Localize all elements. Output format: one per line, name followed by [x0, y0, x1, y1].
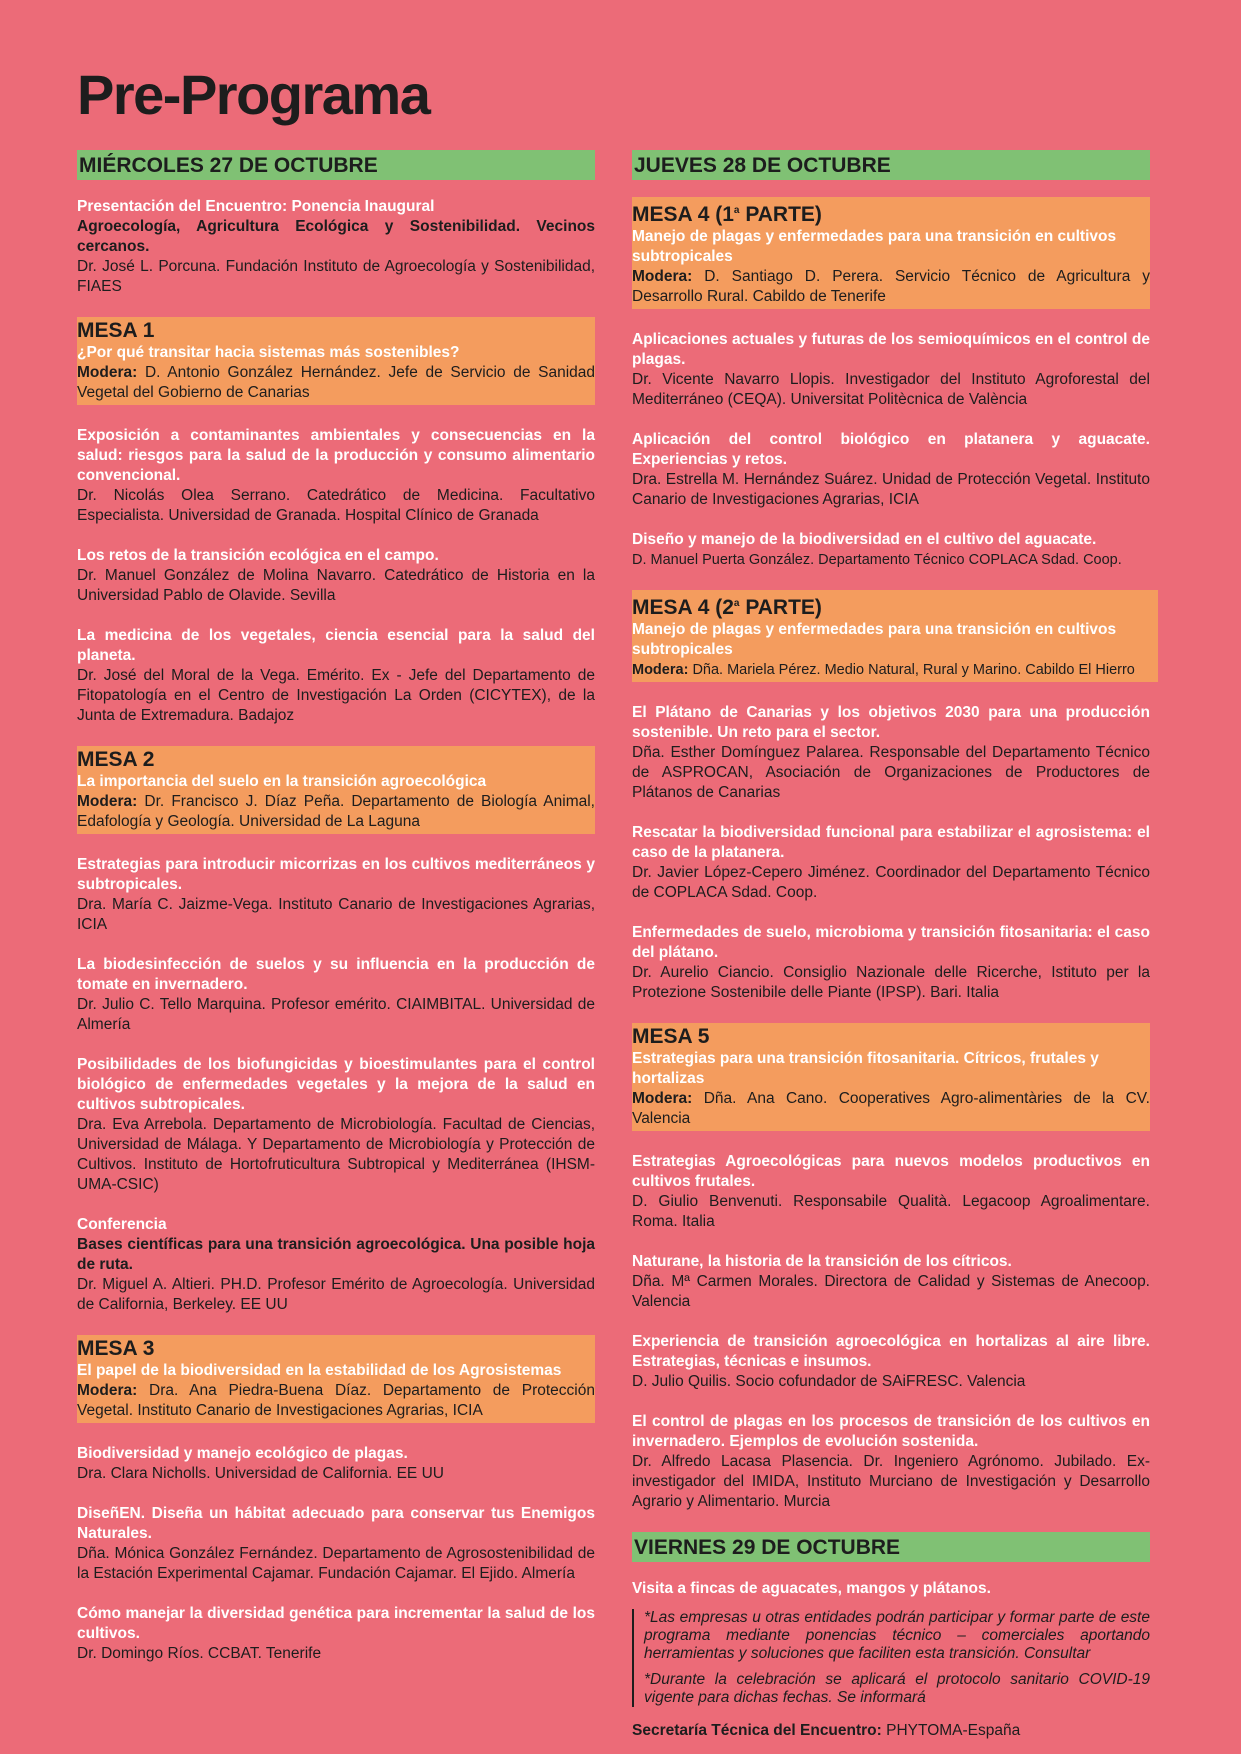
talk-title: La biodesinfección de suelos y su influencia en la producción de tomate en invernadero.	[77, 956, 595, 993]
talk	[632, 1152, 1150, 1232]
moderator-label: Modera:	[632, 662, 689, 678]
mesa-topic: Estrategias para una transición fitosanitaria. Cítricos, frutales y hortalizas	[632, 1050, 1099, 1087]
mesa-moderator	[77, 363, 595, 403]
talk-speaker: Dr. Domingo Ríos. CCBAT. Tenerife	[77, 1645, 322, 1662]
opening-session	[77, 197, 595, 297]
talk-title: Aplicación del control biológico en platanera y aguacate. Experiencias y retos.	[632, 431, 1150, 468]
conference-title: Bases científicas para una transición agroecológica. Una posible hoja de ruta.	[77, 1236, 595, 1273]
talk	[77, 1444, 595, 1484]
talk-title: Exposición a contaminantes ambientales y consecuencias en la salud: riesgos para la salud de la producción y consumo alimentario convencional.	[77, 427, 595, 484]
mesa-moderator	[632, 660, 1158, 680]
talk-speaker: Dr. Manuel González de Molina Navarro. Catedrático de Historia en la Universidad Pablo de Olavide. Sevilla	[77, 567, 595, 604]
mesa-3-block	[77, 1335, 595, 1423]
right-column	[632, 150, 1150, 1741]
moderator-label: Modera:	[632, 268, 693, 285]
talk-title: DiseñEN. Diseña un hábitat adecuado para conservar tus Enemigos Naturales.	[77, 1505, 595, 1542]
day-header-friday: VIERNES 29 DE OCTUBRE	[632, 1532, 1150, 1562]
talk	[77, 1504, 595, 1584]
talk-speaker: Dra. Estrella M. Hernández Suárez. Unidad de Protección Vegetal. Instituto Canario de Investigaciones Agrarias, ICIA	[632, 471, 1150, 508]
talk-title: Cómo manejar la diversidad genética para incrementar la salud de los cultivos.	[77, 1605, 595, 1642]
moderator-label: Modera:	[77, 793, 138, 810]
talk	[632, 530, 1150, 570]
talk-speaker: D. Giulio Benvenuti. Responsabile Qualità. Legacoop Agroalimentare. Roma. Italia	[632, 1193, 1150, 1230]
talk	[632, 330, 1150, 410]
talk	[77, 1604, 595, 1664]
mesa-topic: Manejo de plagas y enfermedades para una transición en cultivos subtropicales	[632, 228, 1117, 265]
talk-title: Experiencia de transición agroecológica en hortalizas al aire libre. Estrategias, técnicas e insumos.	[632, 1333, 1150, 1370]
talk-speaker: Dña. Esther Domínguez Palarea. Responsable del Departamento Técnico de ASPROCAN, Asociación de Organizaciones de Productores de Plátanos de Canarias	[632, 744, 1150, 801]
moderator-label: Modera:	[632, 1090, 693, 1107]
note: *Durante la celebración se aplicará el protocolo sanitario COVID-19 vigente para dichas fechas. Se informará	[644, 1671, 1150, 1706]
mesa-title-text: MESA 4 (1	[632, 203, 734, 226]
secretariat-name: PHYTOMA-España	[886, 1722, 1021, 1739]
mesa-title: MESA 5	[632, 1025, 710, 1048]
talk-speaker: Dr. Aurelio Ciancio. Consiglio Nazionale delle Ricerche, Istituto per la Protezione Sostenibile delle Piante (IPSP). Bari. Italia	[632, 964, 1150, 1001]
talk	[632, 1252, 1150, 1312]
mesa-title	[632, 592, 1158, 620]
talk-speaker: Dr. Julio C. Tello Marquina. Profesor emérito. CIAIMBITAL. Universidad de Almería	[77, 996, 595, 1033]
conference-label: Conferencia	[77, 1216, 167, 1233]
mesa-4-part-2-block	[632, 590, 1158, 682]
mesa-moderator	[632, 1089, 1150, 1129]
note: *Las empresas u otras entidades podrán participar y formar parte de este programa mediante ponencias técnico – comerciales aportando herramientas y soluciones que faciliten esta transición. Consultar	[644, 1609, 1150, 1662]
day-header-thursday: JUEVES 28 DE OCTUBRE	[632, 150, 1150, 180]
talk-speaker: Dr. José L. Porcuna. Fundación Instituto de Agroecología y Sostenibilidad, FIAES	[77, 258, 595, 295]
moderator-name: Dña. Ana Cano. Cooperatives Agro-alimentàries de la CV. Valencia	[632, 1090, 1150, 1127]
talk	[632, 1412, 1150, 1512]
talk	[632, 1332, 1150, 1392]
talk-speaker: Dra. Clara Nicholls. Universidad de California. EE UU	[77, 1465, 444, 1482]
talk-title: Enfermedades de suelo, microbioma y transición fitosanitaria: el caso del plátano.	[632, 924, 1150, 961]
moderator-name: Dr. Francisco J. Díaz Peña. Departamento de Biología Animal, Edafología y Geología. Universidad de La Laguna	[77, 793, 595, 830]
secretariat-label: Secretaría Técnica del Encuentro:	[632, 1722, 882, 1739]
mesa-title-ordinal: a	[733, 205, 740, 216]
talk-title: El control de plagas en los procesos de transición de los cultivos en invernadero. Ejemplos de evolución sostenida.	[632, 1413, 1150, 1450]
talk	[77, 626, 595, 726]
talk-speaker: Dr. Alfredo Lacasa Plasencia. Dr. Ingeniero Agrónomo. Jubilado. Ex-investigador del IMIDA, Instituto Murciano de Investigación y Desarrollo Agrario y Alimentario. Murcia	[632, 1453, 1150, 1510]
mesa-title-suffix: PARTE)	[739, 596, 822, 619]
talk-title: Diseño y manejo de la biodiversidad en el cultivo del aguacate.	[632, 531, 1097, 548]
talk	[77, 855, 595, 935]
day-header-wednesday: MIÉRCOLES 27 DE OCTUBRE	[77, 150, 595, 180]
talk-speaker: Dra. María C. Jaizme-Vega. Instituto Canario de Investigaciones Agrarias, ICIA	[77, 896, 595, 933]
talk	[632, 923, 1150, 1003]
talk-title: El Plátano de Canarias y los objetivos 2030 para una producción sostenible. Un reto para el sector.	[632, 704, 1150, 741]
moderator-name: Dña. Mariela Pérez. Medio Natural, Rural y Marino. Cabildo El Hierro	[692, 662, 1135, 678]
mesa-topic: El papel de la biodiversidad en la estabilidad de los Agrosistemas	[77, 1362, 562, 1379]
mesa-title-text: MESA 4 (2	[632, 596, 734, 619]
talk	[632, 430, 1150, 510]
mesa-topic: ¿Por qué transitar hacia sistemas más sostenibles?	[77, 344, 460, 361]
moderator-label: Modera:	[77, 1382, 138, 1399]
mesa-title: MESA 1	[77, 319, 155, 342]
mesa-title: MESA 3	[77, 1337, 155, 1360]
talk-speaker: Dr. Miguel A. Altieri. PH.D. Profesor Emérito de Agroecología. Universidad de California, Berkeley. EE UU	[77, 1276, 595, 1313]
talk	[632, 823, 1150, 903]
mesa-moderator	[77, 1381, 595, 1421]
talk-title: Biodiversidad y manejo ecológico de plagas.	[77, 1445, 408, 1462]
talk-speaker: Dr. José del Moral de la Vega. Emérito. Ex - Jefe del Departamento de Fitopatología en el Centro de Investigación La Orden (CICYTEX), de la Junta de Extremadura. Badajoz	[77, 667, 595, 724]
talk-speaker: D. Julio Quilis. Socio cofundador de SAiFRESC. Valencia	[632, 1373, 1026, 1390]
talk-speaker: Dña. Mª Carmen Morales. Directora de Calidad y Sistemas de Anecoop. Valencia	[632, 1273, 1150, 1310]
talk	[77, 955, 595, 1035]
mesa-title: MESA 2	[77, 748, 155, 771]
talk-speaker: Dr. Javier López-Cepero Jiménez. Coordinador del Departamento Técnico de COPLACA Sdad. Coop.	[632, 864, 1150, 901]
talk	[632, 703, 1150, 803]
talk-title: Los retos de la transición ecológica en el campo.	[77, 547, 439, 564]
mesa-moderator	[77, 792, 595, 832]
talk-subtitle: Agroecología, Agricultura Ecológica y Sostenibilidad. Vecinos cercanos.	[77, 218, 595, 255]
mesa-topic: Manejo de plagas y enfermedades para una transición en cultivos subtropicales	[632, 621, 1117, 658]
mesa-5-block	[632, 1023, 1150, 1131]
talk	[77, 426, 595, 526]
visit-text: Visita a fincas de aguacates, mangos y plátanos.	[632, 1580, 991, 1597]
talk-title: La medicina de los vegetales, ciencia esencial para la salud del planeta.	[77, 627, 595, 664]
talk-speaker: D. Manuel Puerta González. Departamento Técnico COPLACA Sdad. Coop.	[632, 552, 1122, 568]
conference	[77, 1215, 595, 1315]
talk-title: Estrategias Agroecológicas para nuevos modelos productivos en cultivos frutales.	[632, 1153, 1150, 1190]
mesa-title	[632, 199, 1150, 227]
talk-title: Posibilidades de los biofungicidas y bioestimulantes para el control biológico de enfermedades vegetales y la mejora de la salud en cultivos subtropicales.	[77, 1056, 595, 1113]
talk	[77, 546, 595, 606]
moderator-label: Modera:	[77, 364, 138, 381]
talk-speaker: Dr. Nicolás Olea Serrano. Catedrático de Medicina. Facultativo Especialista. Universidad de Granada. Hospital Clínico de Granada	[77, 487, 595, 524]
moderator-name: D. Santiago D. Perera. Servicio Técnico de Agricultura y Desarrollo Rural. Cabildo de Tenerife	[632, 268, 1150, 305]
moderator-name: D. Antonio González Hernández. Jefe de Servicio de Sanidad Vegetal del Gobierno de Canarias	[77, 364, 596, 401]
technical-secretariat	[632, 1721, 1150, 1741]
talk-title: Rescatar la biodiversidad funcional para estabilizar el agrosistema: el caso de la platanera.	[632, 824, 1150, 861]
talk	[77, 1055, 595, 1195]
talk-title: Presentación del Encuentro: Ponencia Inaugural	[77, 198, 435, 215]
mesa-topic: La importancia del suelo en la transición agroecológica	[77, 773, 487, 790]
talk-speaker: Dña. Mónica González Fernández. Departamento de Agrosostenibilidad de la Estación Experimental Cajamar. Fundación Cajamar. El Ejido. Almería	[77, 1545, 595, 1582]
notes-block	[632, 1609, 1150, 1707]
left-column	[77, 150, 595, 1684]
talk-title: Aplicaciones actuales y futuras de los semioquímicos en el control de plagas.	[632, 331, 1150, 368]
talk-title: Estrategias para introducir micorrizas en los cultivos mediterráneos y subtropicales.	[77, 856, 595, 893]
mesa-4-part-1-block	[632, 197, 1150, 309]
mesa-2-block	[77, 746, 595, 834]
mesa-title-ordinal: a	[733, 598, 740, 609]
visit	[632, 1579, 1150, 1599]
mesa-moderator	[632, 267, 1150, 307]
page-title: Pre-Programa	[77, 63, 430, 126]
talk-speaker: Dr. Vicente Navarro Llopis. Investigador del Instituto Agroforestal del Mediterráneo (CEQA). Universitat Politècnica de València	[632, 371, 1150, 408]
moderator-name: Dra. Ana Piedra-Buena Díaz. Departamento de Protección Vegetal. Instituto Canario de Investigaciones Agrarias, ICIA	[77, 1382, 595, 1419]
mesa-title-suffix: PARTE)	[739, 203, 822, 226]
talk-title: Naturane, la historia de la transición de los cítricos.	[632, 1253, 1012, 1270]
mesa-1-block	[77, 317, 595, 405]
talk-speaker: Dra. Eva Arrebola. Departamento de Microbiología. Facultad de Ciencias, Universidad de Málaga. Y Departamento de Microbiología y Protección de Cultivos. Instituto de Hortofruticultura Subtropical y Mediterránea (IHSM-UMA-CSIC)	[77, 1116, 595, 1193]
